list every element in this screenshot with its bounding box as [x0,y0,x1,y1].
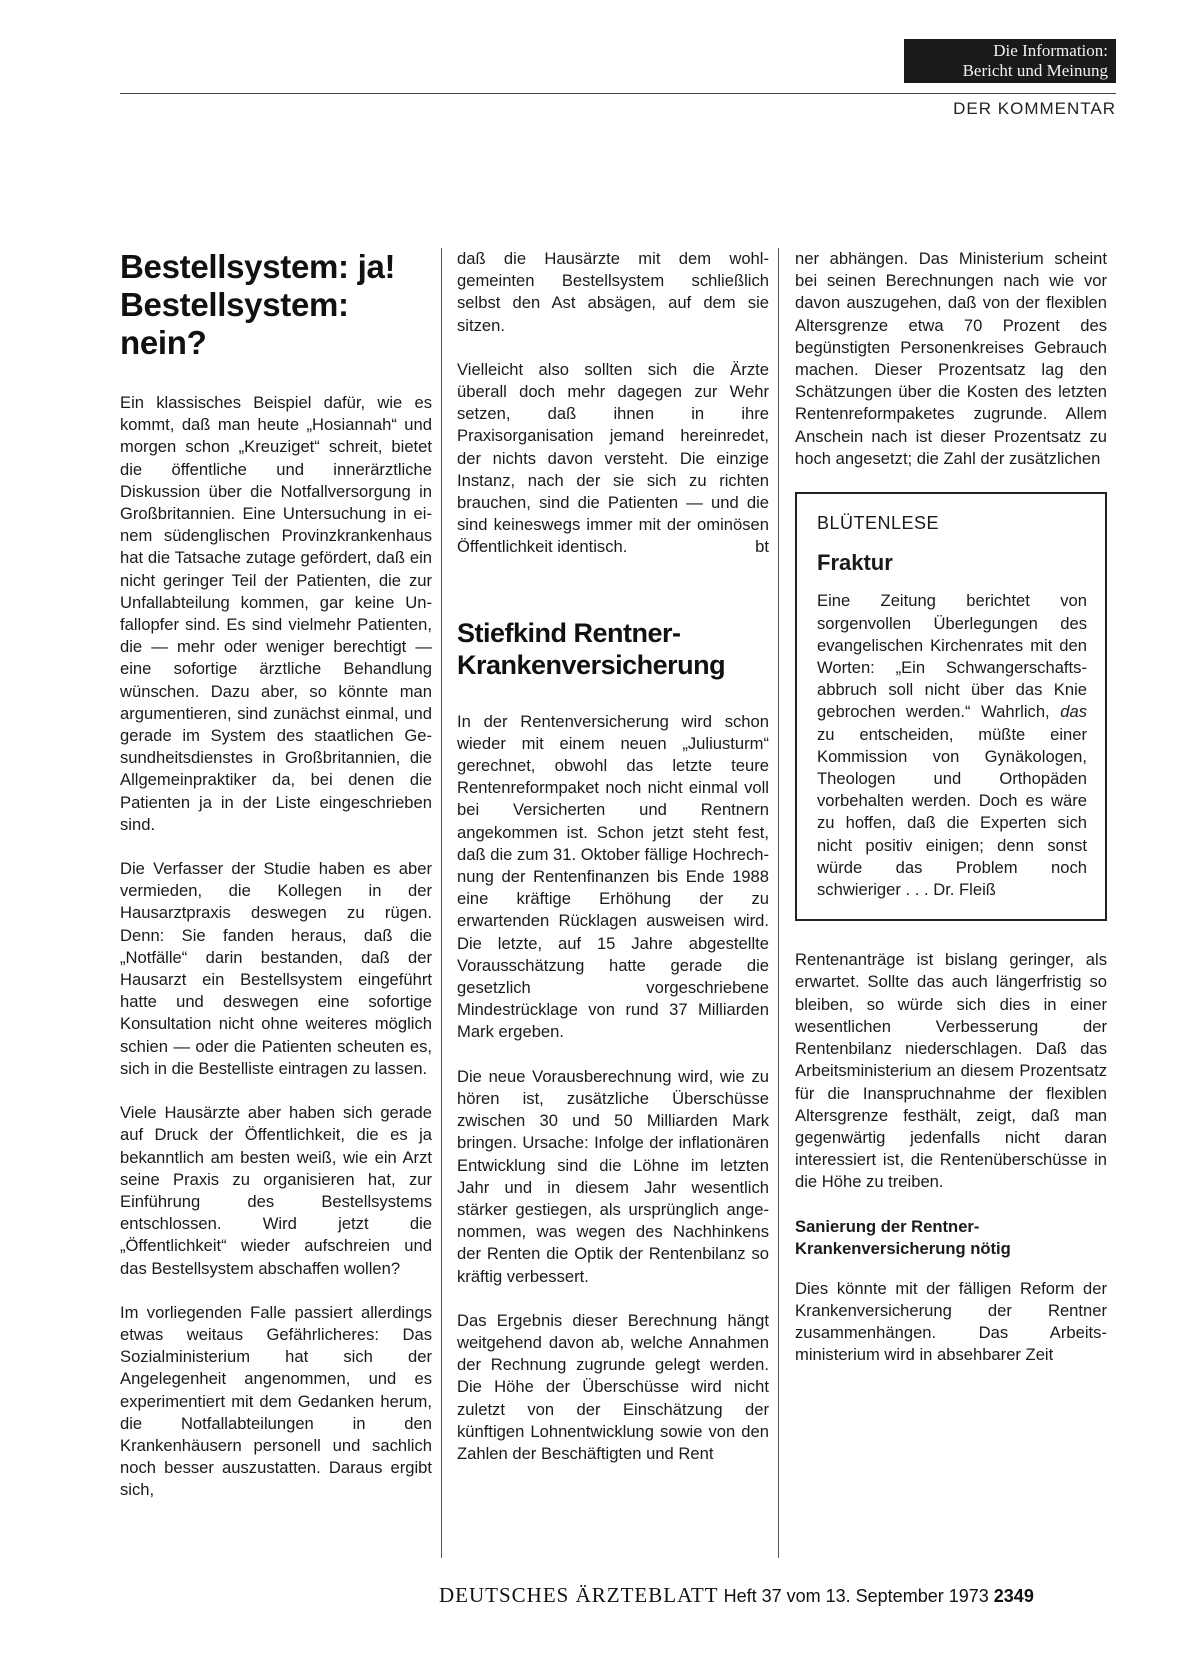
badge-line-2: Bericht und Meinung [962,61,1108,80]
article1-paragraph: daß die Hausärzte mit dem wohlgemeinten Bestellsystem schließlich selbst den Ast absägen, auf dem sie sitzen. [457,249,769,335]
page-number: 2349 [993,1586,1034,1606]
article-headline-bestellsystem: Bestellsystem: ja! Bestellsystem: nein? [120,248,396,361]
column-1 [120,248,432,1524]
article2-paragraph: Die neue Vorausberechnung wird, wie zu hören ist, zusätzliche Überschüsse zwischen 30 und 50 Milliarden Mark bringen. Ursache: Infolge der inflationären Entwicklung sind die Löhne im letzten Jahr und in diesem Jahr wesentlich stärker gestiegen, als ursprünglich angenommen, was wegen des Nachhinkens der Renten die Optik der Rentenbilanz so kräftig verbessert. [457,1066,769,1286]
column-divider-2 [778,248,779,1558]
article2-paragraph: Rentenanträge ist bislang geringer, als erwartet. Sollte das auch längerfristig so bleiben, so würde sich dies in einer wesentlichen Verbesserung der Rentenbilanz niederschlagen. Daß das Arbeitsministerium an diesem Prozentsatz für die Inanspruchnahme der flexiblen Altersgrenze festhält, zeigt, daß man gegenwärtig jedenfalls nicht daran interessiert ist, die Rentenüberschüsse in die Höhe zu treiben. [795,950,1107,1192]
article1-signature: bt [755,537,769,557]
article2-paragraph: Das Ergebnis dieser Berechnung hängt weitgehend davon ab, welche Annahmen der Rechnung zugrunde gelegt werden. Die Höhe der Überschüsse wird nicht zuletzt von der Einschätzung der künftigen Lohnentwicklung sowie von den Zahlen der Beschäftigten und Rent [457,1310,769,1463]
blutenlese-box [795,492,1107,921]
page-footer [439,1583,1034,1608]
box-text-emphasis: das [1060,702,1087,722]
article2-subhead: Sanierung der Rentner-Krankenversicherung nötig [795,1216,1011,1258]
header-rule [120,93,1116,94]
box-signature: Dr. Fleiß [933,880,996,900]
box-title: Fraktur [817,550,893,576]
article2-paragraph: In der Rentenversicherung wird schon wieder mit einem neuen „Juliusturm“ gerechnet, obwohl das letzte teure Rentenreformpaket noch nicht einmal voll bei Versicherten und Rentnern angekommen ist. Schon jetzt steht fest, daß die zum 31. Oktober fällige Hochrechnung der Rentenfinanzen bis Ende 1988 eine kräftige Erhöhung der zu erwartenden Rücklagen ausweisen wird. Die letzte, auf 15 Jahre abgestellte Vorausschätzung hatte gerade die gesetzlich vorgeschriebene Mindestrücklage von rund 37 Milliarden Mark ergeben. [457,711,769,1042]
article2-paragraph: ner abhängen. Das Ministerium scheint bei seinen Berechnungen nach wie vor davon auszugehen, daß von der flexiblen Altersgrenze etwa 70 Prozent des begünstigten Personenkreises Gebrauch machen. Dieser Prozentsatz lag den Schätzungen über die Kosten des letzten Rentenreformpaketes zugrunde. Allem Anschein nach ist dieser Prozentsatz zu hoch angesetzt; die Zahl der zusätzlichen [795,249,1107,468]
section-label: DER KOMMENTAR [953,99,1116,118]
box-text [817,590,1087,901]
article1-paragraph: Ein klassisches Beispiel dafür, wie es kommt, daß man heute „Hosiannah“ und morgen schon „Kreuziget“ schreit, bietet die öffentliche und innerärztliche Diskussion über die Notfallversorgung in Großbritannien. Eine Untersuchung in einem südenglischen Provinzkrankenhaus hat die Tatsache zutage gefördert, daß ein nicht geringer Teil der Patienten, die zur Unfallabteilung kommen, gar keine Unfallopfer sind. Es sind vielmehr Patienten, die — mehr oder weniger berechtigt — eine sofortige ärztliche Behandlung wünschen. Dazu aber, so könnte man argumentieren, sind zunächst einmal, und gerade im System des staatlichen Gesundheitsdienstes in Großbritannien, die Allgemeinpraktiker da, bei denen die Patienten ja in der Liste eingeschrieben sind. [120,393,432,834]
column-3 [795,248,1107,1388]
box-label: BLÜTENLESE [817,513,940,534]
article1-paragraph: Die Verfasser der Studie haben es aber vermieden, die Kollegen in der Hausarztpraxis deswegen zu rügen. Denn: Sie fanden heraus, daß die „Notfälle“ darin bestanden, daß der Hausarzt ein Bestellsystem eingeführt hatte und deswegen eine sofortige Konsultation nicht ohne weiteres möglich schien — oder die Patienten scheuten es, sich in die Bestelliste eintragen zu lassen. [120,859,432,1078]
article-headline-stiefkind: Stiefkind Rentner-Krankenversicherung [457,617,726,680]
column-2 [457,248,769,1487]
article1-paragraph: Viele Hausärzte aber haben sich gerade auf Druck der Öffentlichkeit, die es ja bekanntlich am besten weiß, wie ein Arzt seine Praxis zu organisieren hat, zur Einführung des Bestellsystems entschlossen. Wird jetzt die „Öffentlichkeit“ wieder aufschreien und das Bestellsystem abschaffen wollen? [120,1103,432,1278]
box-text-part: Eine Zeitung berichtet von sorgenvollen Überlegungen des evangelischen Kirchenrates mit den Worten: „Ein Schwangerschaftsabbruch soll nicht über das Knie gebrochen werden.“ Wahrlich, [817,591,1087,722]
article1-paragraph: Im vorliegenden Falle passiert allerdings etwas weitaus Gefährlicheres: Das Sozialministerium hat sich der Angelegenheit angenommen, und es experimentiert mit dem Gedanken herum, die Notfallabteilungen in den Krankenhäusern personell und sachlich noch besser auszustatten. Daraus ergibt sich, [120,1302,432,1500]
issue-info: Heft 37 vom 13. September 1973 [723,1586,989,1606]
article1-paragraph-text: Vielleicht also sollten sich die Ärzte überall doch mehr dagegen zur Wehr setzen, daß ihnen in ihre Praxisorganisation jemand hereinredet, der nichts davon versteht. Die einzige Instanz, nach der sie sich zu richten brauchen, sind die Patienten — und die sind keineswegs immer mit der ominösen Öffentlichkeit identisch. [457,359,769,557]
box-text-part: zu entscheiden, müßte einer Kommission von Gynäkologen, Theologen und Orthopäden vorbehalten werden. Doch es wäre zu hoffen, daß die Experten sich nicht positiv einigen; denn sonst würde das Problem noch schwieriger . . . [817,724,1087,900]
article2-paragraph: Dies könnte mit der fälligen Reform der Krankenversicherung der Rentner zusammenhängen. Das Arbeitsministerium wird in absehbarer Zeit [795,1278,1107,1365]
badge-line-1: Die Information: [993,41,1108,60]
article1-paragraph-last [457,359,769,559]
section-badge [904,39,1116,83]
journal-name: DEUTSCHES ÄRZTEBLATT [439,1583,719,1607]
column-divider-1 [441,248,442,1558]
